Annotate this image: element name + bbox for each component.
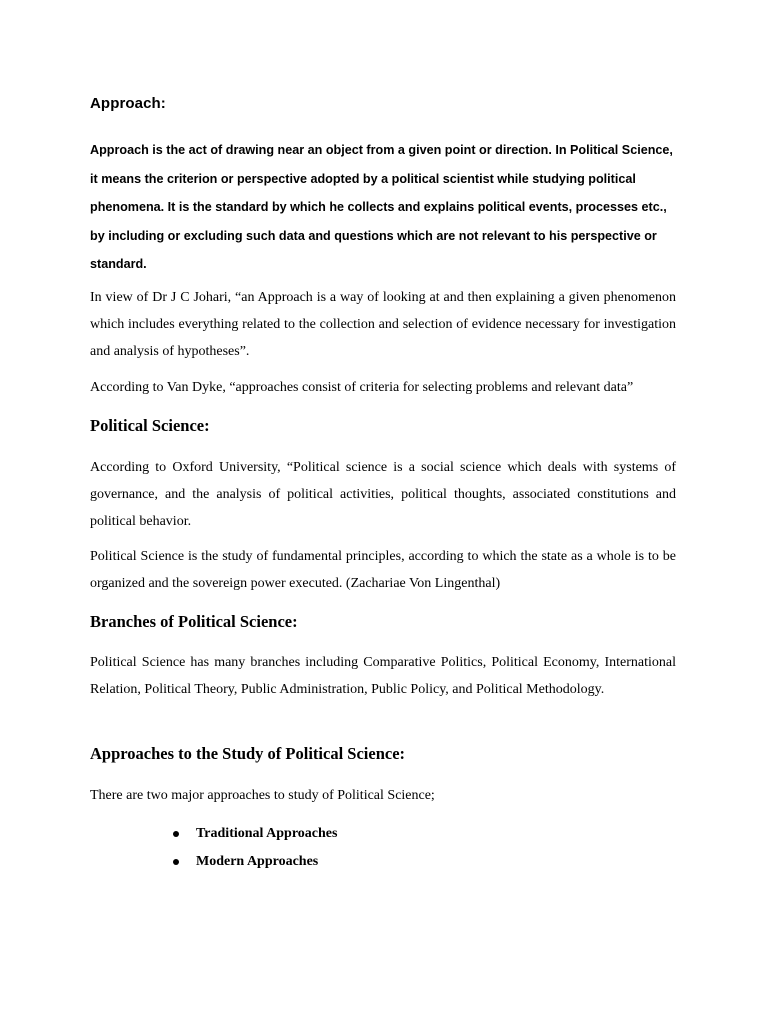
- approach-paragraph: Approach is the act of drawing near an object from a given point or direction. In Political Science, it means the criterion or perspective adopted by a political scientist while studying political phenomena. It is the standard by which he collects and explains political events, processes etc., by including or excluding such data and questions which are not relevant to his perspective or standard.: [90, 143, 673, 272]
- lingenthal-definition-paragraph: Political Science is the study of fundamental principles, according to which the state as a whole is to be organized and the sovereign power executed. (Zachariae Von Lingenthal): [90, 549, 676, 591]
- johari-quote-paragraph: In view of Dr J C Johari, “an Approach is a way of looking at and then explaining a given phenomenon which includes everything related to the collection and selection of evidence necessary for investigation and analysis of hypotheses”.: [90, 290, 676, 359]
- branches-heading: Branches of Political Science:: [90, 612, 298, 631]
- bullet-icon: [173, 831, 179, 837]
- political-science-heading: Political Science:: [90, 416, 210, 435]
- approaches-intro-paragraph: There are two major approaches to study of Political Science;: [90, 788, 435, 803]
- bullet-icon: [173, 859, 179, 865]
- list-item: [170, 848, 337, 876]
- van-dyke-quote-paragraph: According to Van Dyke, “approaches consist of criteria for selecting problems and relevant data”: [90, 380, 634, 395]
- approach-heading: Approach:: [90, 95, 166, 112]
- list-item-label: Traditional Approaches: [196, 826, 338, 841]
- oxford-definition-paragraph: According to Oxford University, “Political science is a social science which deals with systems of governance, and the analysis of political activities, political thoughts, associated constitutions and political behavior.: [90, 460, 676, 529]
- branches-paragraph: Political Science has many branches including Comparative Politics, Political Economy, International Relation, Political Theory, Public Administration, Public Policy, and Political Methodology.: [90, 655, 676, 697]
- list-item-label: Modern Approaches: [196, 854, 319, 869]
- approach-types-list: [170, 820, 337, 876]
- list-item: [170, 820, 337, 848]
- approaches-study-heading: Approaches to the Study of Political Science:: [90, 744, 406, 763]
